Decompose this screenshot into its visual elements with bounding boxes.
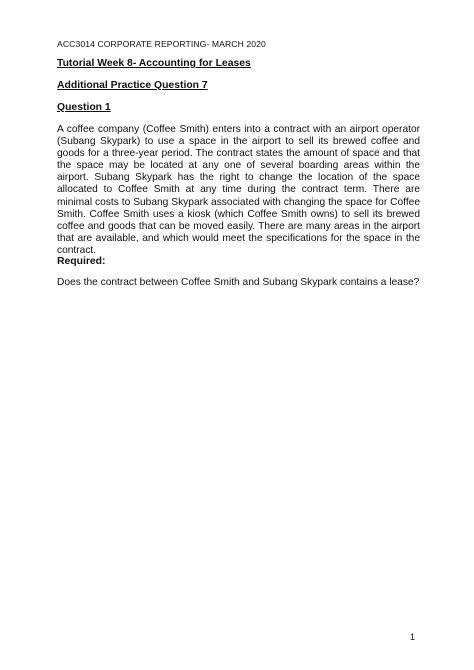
question-paragraph: A coffee company (Coffee Smith) enters into a contract with an airport operator (Subang Skypark) to use a space in the airport to sell its brewed coffee and goods for a three-year period. The contract states the amount of space and that the space may be located at any one of several boarding areas within the airport. Subang Skypark has the right to change the location of the space allocated to Coffee Smith at any time during the contract term. There are minimal costs to Subang Skypark associated with changing the space for Coffee Smith. Coffee Smith uses a kiosk (which Coffee Smith owns) to sell its brewed coffee and goods that can be moved easily. There are many areas in the airport that are available, and which would meet the specifications for the space in the contract.: [57, 124, 420, 256]
required-question: Does the contract between Coffee Smith and Subang Skypark contains a lease?: [57, 277, 420, 288]
page-header: ACC3014 CORPORATE REPORTING- MARCH 2020: [57, 39, 266, 49]
page-number: 1: [410, 632, 416, 642]
tutorial-title: Tutorial Week 8- Accounting for Leases: [57, 58, 251, 69]
required-label: Required:: [57, 256, 106, 267]
practice-title: Additional Practice Question 7: [57, 80, 208, 91]
question-title: Question 1: [57, 102, 111, 113]
